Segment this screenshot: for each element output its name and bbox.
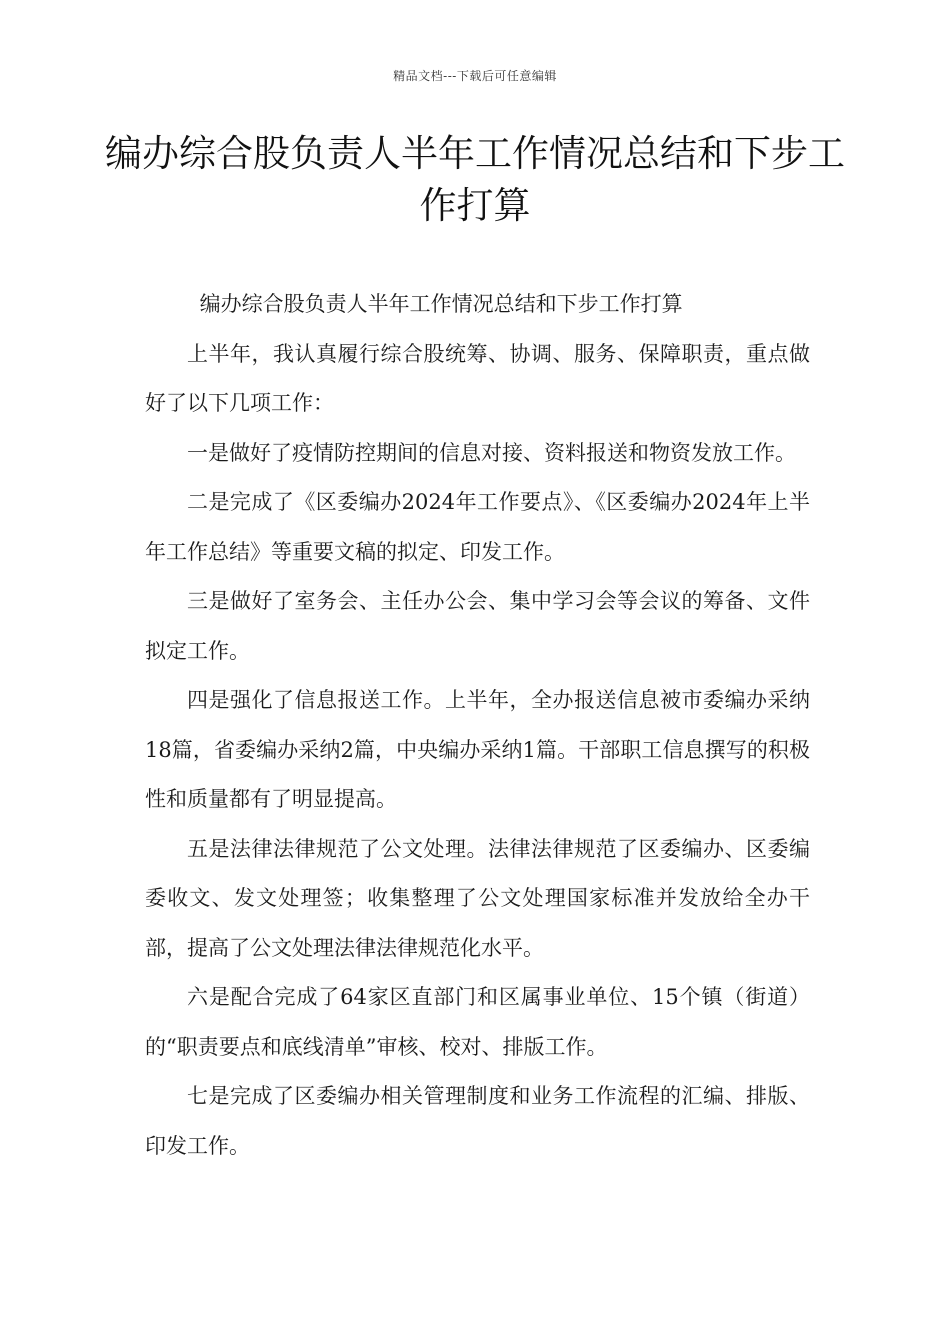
paragraph-item-7: 七是完成了区委编办相关管理制度和业务工作流程的汇编、排版、印发工作。 [145,1084,810,1158]
paragraph-item-5: 五是法律法律规范了公文处理。法律法律规范了区委编办、区委编委收文、发文处理签；收集整理了公文处理国家标准并发放给全办干部，提高了公文处理法律法律规范化水平。 [145,836,810,960]
paragraph-item-6: 六是配合完成了64家区直部门和区属事业单位、15个镇（街道）的“职责要点和底线清单”审核、校对、排版工作。 [145,985,810,1059]
document-title: 编办综合股负责人半年工作情况总结和下步工作打算 [105,132,845,227]
paragraph-item-4: 四是强化了信息报送工作。上半年，全办报送信息被市委编办采纳18篇，省委编办采纳2篇，中央编办采纳1篇。干部职工信息撰写的积极性和质量都有了明显提高。 [145,688,810,811]
header-note: 精品文档---下载后可任意编辑 [393,69,557,83]
document-body [145,280,810,1171]
paragraph-item-1: 一是做好了疫情防控期间的信息对接、资料报送和物资发放工作。 [187,440,796,465]
paragraph-item-3: 三是做好了室务会、主任办公会、集中学习会等会议的筹备、文件拟定工作。 [145,589,810,663]
paragraph-intro: 上半年，我认真履行综合股统筹、协调、服务、保障职责，重点做好了以下几项工作： [145,341,810,415]
body-subtitle: 编办综合股负责人半年工作情况总结和下步工作打算 [199,292,683,316]
paragraph-item-2: 二是完成了《区委编办2024年工作要点》、《区委编办2024年上半年工作总结》等重要文稿的拟定、印发工作。 [145,490,810,564]
